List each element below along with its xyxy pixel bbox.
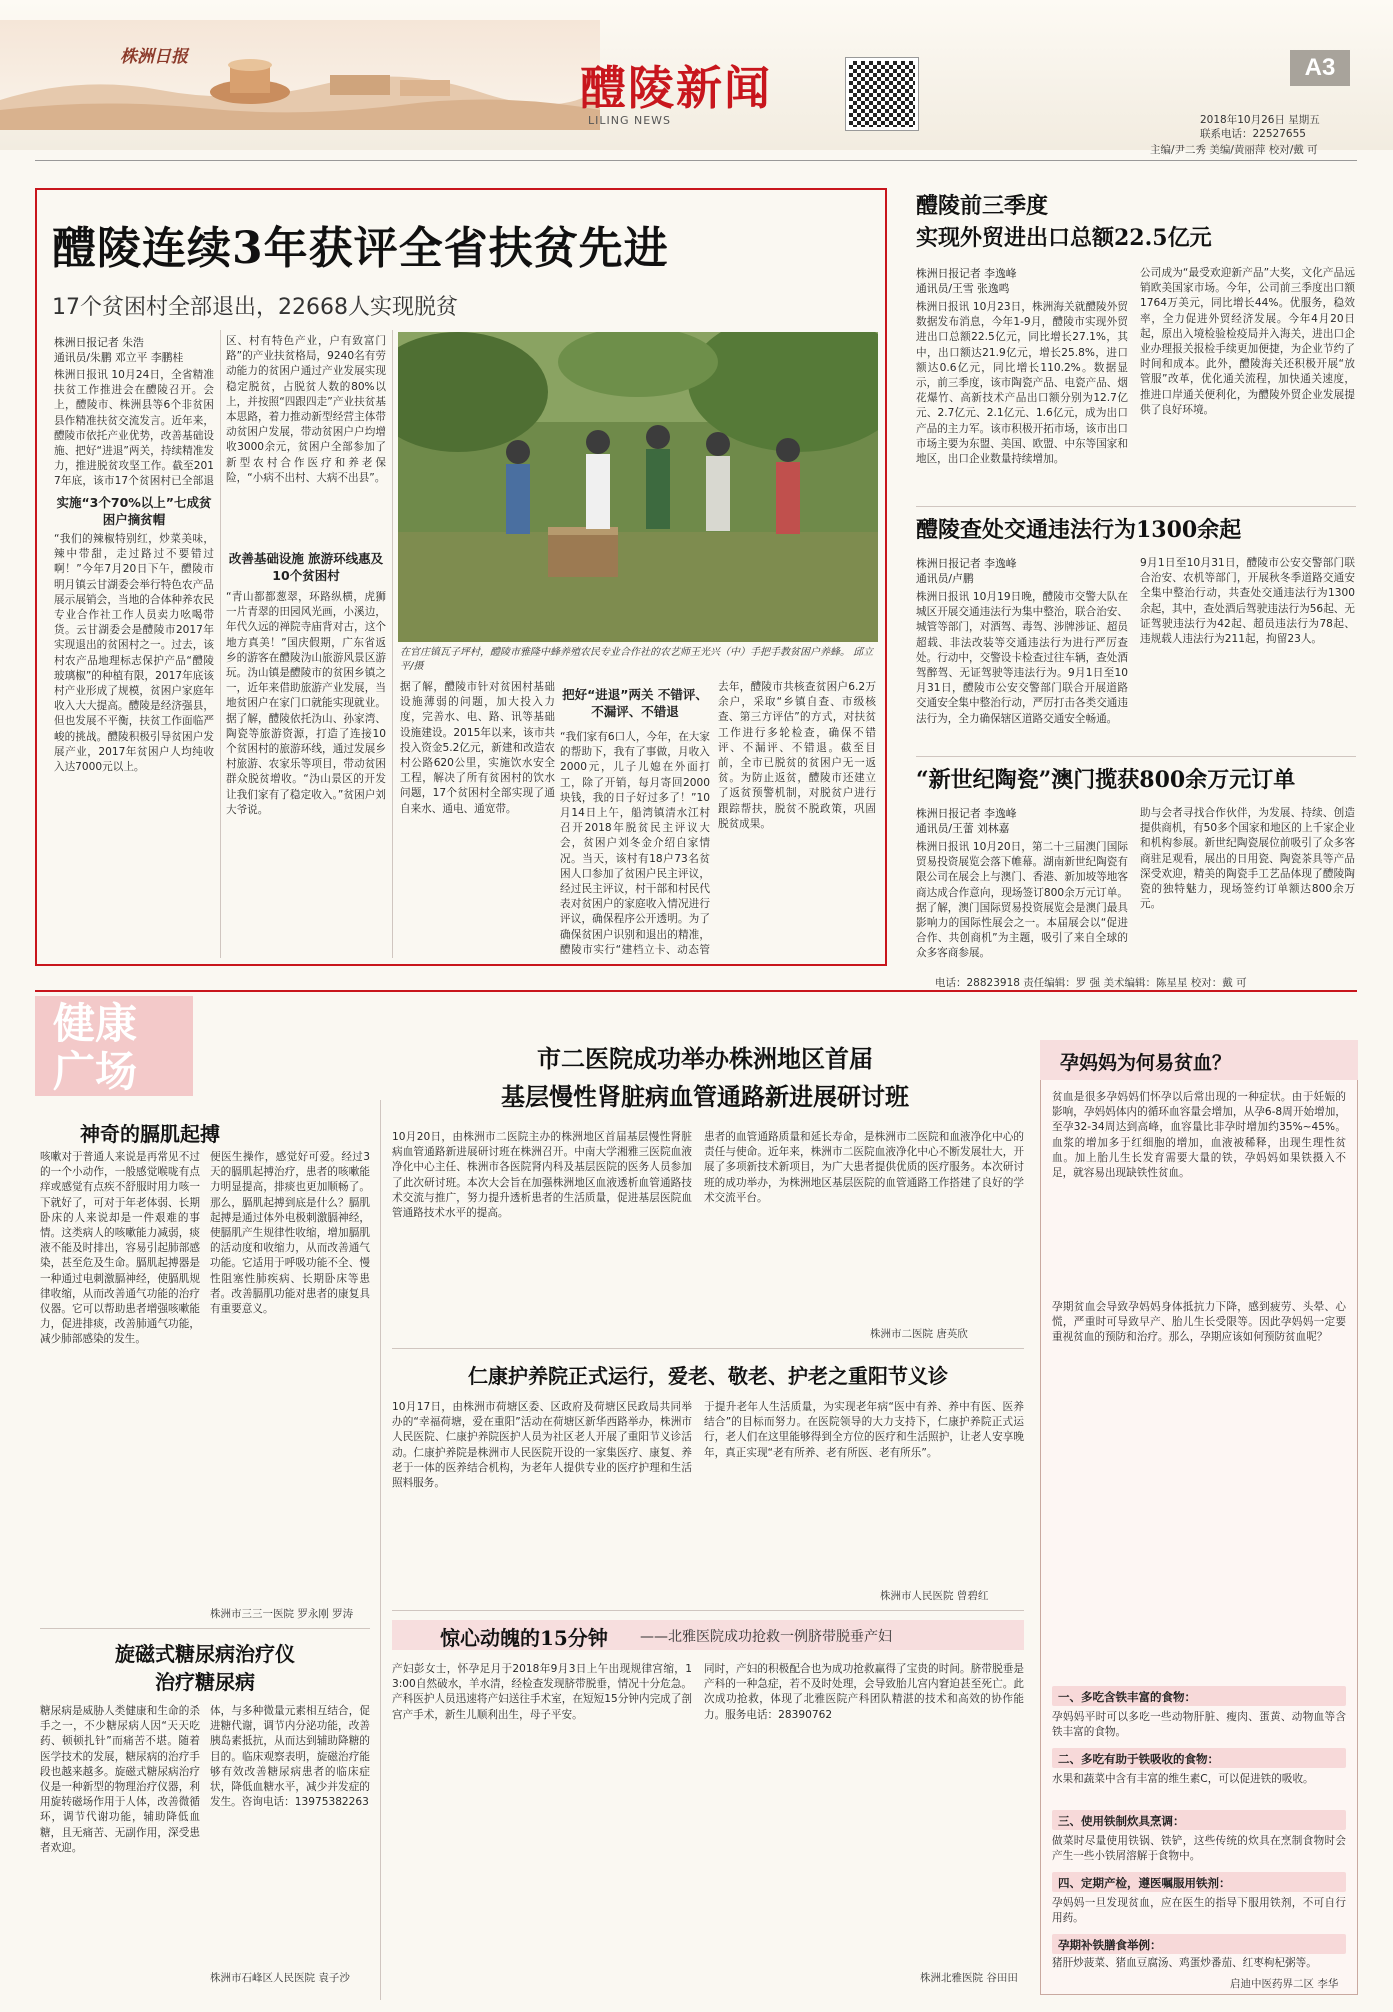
tip-4-label: 四、定期产检，遵医嘱服用铁剂： <box>1058 1876 1231 1890</box>
health-article-2-text: 糖尿病是威胁人类健康和生命的杀手之一，不少糖尿病人因“天天吃药、顿顿扎针”而痛苦不堪。随着医学技术的发展，糖尿病的治疗手段也越来越多。旋磁式糖尿病治疗仪是一种新型的物理治疗仪器，利用旋转磁场作用于人体，改善微循环，调节代谢功能，辅助降低血糖，且无痛苦、无副作用，深受患者欢迎。 <box>40 1705 200 1854</box>
right-article-1-text: 株洲日报讯 10月23日，株洲海关就醴陵外贸数据发布消息，今年1-9月，醴陵市实现外贸进出口总额22.5亿元，同比增长27.1%，其中，出口额达21.9亿元，增长25.8%，进口额达0.6亿元，同比增长110.2%。数据显示，前三季度，该市陶瓷产品、电瓷产品、烟花爆竹、高新技术产品出口额分别为12.7亿元、2.7亿元、2.1亿元、1.6亿元，成为出口产品的主力军。该市积极开拓市场，该市出口市场主要为东盟、美国、欧盟、中东等国家和地区，出口企业数量持续增加。 <box>916 301 1128 466</box>
health-sep-mid-1 <box>392 1348 1024 1349</box>
tip-5-label: 孕期补铁膳食举例： <box>1058 1938 1162 1952</box>
lead-col3b-text: “我们家有6口人，今年，在大家的帮助下，我有了事做，月收入2000元，儿子儿媳在外面打工，除了开销，每月寄回2000块钱，我的日子好过多了！”10月14日上午，船湾镇清水江村召开2018年脱贫民主评议大会，贫困户刘冬金介绍自家情况。当天，该村有18户73名贫困人口参加了贫困户民主评议，经过民主评议，村干部和村民代表对贫困户的家庭收入情况进行评议，确保程序公开透明。为了确保贫困户识别和退出的精准，醴陵市实行“建档立卡、动态管 <box>560 731 710 955</box>
lead-subtitle: 17个贫困村全部退出，22668人实现脱贫 <box>52 295 458 320</box>
tip-4-text: 孕妈妈一旦发现贫血，应在医生的指导下服用铁剂，不可自行用药。 <box>1052 1897 1346 1925</box>
health-contact: 电话：28823918 责任编辑：罗 强 美术编辑：陈星星 校对：戴 可 <box>935 977 1247 989</box>
health-article-6-author: 启迪中医药界二区 李华 <box>1230 1978 1339 1990</box>
health-article-3-author: 株洲市二医院 唐英欣 <box>870 1328 968 1340</box>
health-article-6-text: 贫血是很多孕妈妈们怀孕以后常出现的一种症状。由于妊娠的影响，孕妈妈体内的循环血容量会增加，从孕6-8周开始增加，至孕32-34周达到高峰，血容量比非孕时增加约35%~45%。血浆的增加多于红细胞的增加，血液被稀释，出现生理性贫血。加上胎儿生长发育需要大量的铁，孕妈妈如果铁摄入不足，就容易出现缺铁性贫血。 <box>1052 1091 1346 1180</box>
lead-col2-subhead: 改善基础设施 旅游环线惠及10个贫困村 <box>228 551 384 583</box>
lead-photo-caption: 在官庄镇瓦子坪村，醴陵市雅隆中蜂养殖农民专业合作社的农艺师王光兴（中）手把手教贫困户养蜂。 邱立平/摄 <box>400 647 874 672</box>
right-article-2-text2: 9月1日至10月31日，醴陵市公安交警部门联合治安、农机等部门，开展秋冬季道路交通安全集中整治行动，共查处交通违法行为1300余起，其中，查处酒后驾驶违法行为56起、无证驾驶违法行为42起、超员违法行为78起、违规载人违法行为211起，拘留23人。 <box>1140 557 1355 646</box>
issue-date: 2018年10月26日 星期五 <box>1200 114 1320 126</box>
health-article-4-author: 株洲市人民医院 曾碧红 <box>880 1590 989 1602</box>
lead-col1-subhead: 实施“3个70%以上”七成贫困户摘贫帽 <box>56 495 212 527</box>
tip-1-bar <box>1052 1686 1346 1706</box>
health-section-label <box>35 996 193 1096</box>
health-article-6-text2: 孕期贫血会导致孕妈妈身体抵抗力下降，感到疲劳、头晕、心慌，严重时可导致早产、胎儿生长受限等。因此孕妈妈一定要重视贫血的预防和治疗。那么，孕期应该如何预防贫血呢？ <box>1052 1301 1346 1344</box>
section-title: 醴陵新闻 <box>580 61 772 115</box>
health-article-5-text: 产妇彭女士，怀孕足月于2018年9月3日上午出现规律宫缩，13:00自然破水，羊水清，经检查发现脐带脱垂，情况十分危急。产科医护人员迅速将产妇送往手术室，在短短15分钟内完成了剖宫产手术，新生儿顺利出生，母子平安。 <box>392 1663 692 1721</box>
health-col-divider-1 <box>380 1100 381 2000</box>
lead-col2b-text: “青山都都葱翠，环路纵横，虎狮一片青翠的田园风光画，小溪边，年代久远的禅院寺庙背对古，这个地方真美！”国庆假期，广东省返乡的游客在醴陵沩山旅游风景区游玩。沩山镇是醴陵市的贫困乡镇之一，近年来借助旅游产业发展，当地贫困户在家门口就能实现就业。据了解，醴陵依托沩山、孙家湾、陶瓷等旅游资源，打造了连接10个贫困村的旅游环线，通过发展乡村旅游、农家乐等项目，带动贫困群众脱贫增收。“沩山景区的开发让我们家有了稳定收入。”贫困户刘大爷说。 <box>226 591 386 816</box>
health-article-4-title: 仁康护养院正式运行，爱老、敬老、护老之重阳节义诊 <box>468 1364 948 1388</box>
health-article-3-text: 10月20日，由株洲市二医院主办的株洲地区首届基层慢性肾脏病血管通路新进展研讨班在株洲召开。中南大学湘雅三医院血液净化中心主任、株洲市各医院肾内科及基层医院的医务人员参加了此次研讨班。本次大会旨在加强株洲地区血液透析血管通路技术交流与推广，努力提升透析患者的生活质量，促进基层医院血管通路技术水平的提高。 <box>392 1131 692 1220</box>
tip-5-text: 猪肝炒菠菜、猪血豆腐汤、鸡蛋炒番茄、红枣枸杞粥等。 <box>1052 1957 1317 1969</box>
health-article-2-text2: 体，与多种微量元素相互结合，促进糖代谢，调节内分泌功能，改善胰岛素抵抗，从而达到辅助降糖的目的。临床观察表明，旋磁治疗能够有效改善糖尿病患者的临床症状，降低血糖水平，减少并发症的发生。咨询电话：13975382263 <box>210 1705 370 1809</box>
lead-byline-2: 通讯员/朱鹏 邓立平 李鹏桂 <box>54 351 184 364</box>
health-article-2-author: 株洲市石峰区人民医院 袁子沙 <box>210 1972 350 1984</box>
lead-col4-text: 去年，醴陵市共核查贫困户6.2万余户，采取“乡镇自查、市级核查、第三方评估”的方式，对扶贫工作进行多轮检查，确保不错评、不漏评、不错退。截至目前，全市已脱贫的贫困户无一返贫。为防止返贫，醴陵市还建立了返贫预警机制，对脱贫户进行跟踪帮扶，脱贫不脱政策，巩固脱贫成果。 <box>718 681 876 830</box>
tip-3-text: 做菜时尽量使用铁锅、铁铲，这些传统的炊具在烹制食物时会产生一些小铁屑溶解于食物中。 <box>1052 1835 1346 1863</box>
tip-1-label: 一、多吃含铁丰富的食物： <box>1058 1690 1196 1704</box>
health-article-1-title: 神奇的膈肌起搏 <box>80 1122 220 1146</box>
right-article-1-byline: 株洲日报记者 李逸峰 通讯员/王雪 张逸鸣 <box>916 267 1017 295</box>
health-section-label-text: 健康广场 <box>53 999 138 1096</box>
lead-col-sep-2 <box>392 330 393 958</box>
lead-title: 醴陵连续3年获评全省扶贫先进 <box>52 223 669 274</box>
tip-2-text: 水果和蔬菜中含有丰富的维生素C，可以促进铁的吸收。 <box>1052 1773 1314 1785</box>
health-article-5-subtitle: ——北雅医院成功抢救一例脐带脱垂产妇 <box>640 1629 892 1645</box>
lead-col2-text: 区、村有特色产业，户有致富门路”的产业扶贫格局，9240名有劳动能力的贫困户通过产业发展实现稳定脱贫，占脱贫人数的80%以上，并按照“四跟四走”产业扶贫基本思路，着力推动新型经营主体带动贫困户发展，带动贫困户户均增收3000余元，贫困户全部参加了新型农村合作医疗和养老保险，“小病不出村、大病不出县”。 <box>226 335 386 484</box>
tip-5-bar <box>1052 1934 1346 1954</box>
health-article-5-title: 惊心动魄的15分钟 <box>440 1626 608 1650</box>
health-article-1-text2: 便医生操作，感觉好可爱。经过3天的膈肌起搏治疗，患者的咳嗽能力明显提高，排痰也更加顺畅了。那么，膈肌起搏到底是什么？膈肌起搏是通过体外电极刺激膈神经，使膈肌产生规律性收缩，增加膈肌的活动度和收缩力，从而改善通气功能。它适用于呼吸功能不全、慢性阻塞性肺疾病、长期卧床等患者。改善膈肌功能对患者的康复具有重要意义。 <box>210 1151 370 1316</box>
tip-2-label: 二、多吃有助于铁吸收的食物： <box>1058 1752 1219 1766</box>
page-number: A3 <box>1304 54 1336 81</box>
lead-col3-subhead: 把好“进退”两关 不错评、不漏评、不错退 <box>562 687 708 719</box>
right-sep-2 <box>916 756 1356 757</box>
landscape-image <box>0 20 600 130</box>
tip-1-text: 孕妈妈平时可以多吃一些动物肝脏、瘦肉、蛋黄、动物血等含铁丰富的食物。 <box>1052 1711 1346 1739</box>
right-sep-1 <box>916 506 1356 507</box>
health-article-2-title: 旋磁式糖尿病治疗仪 治疗糖尿病 <box>115 1642 295 1694</box>
right-article-1-title: 醴陵前三季度 实现外贸进出口总额22.5亿元 <box>916 193 1212 251</box>
lead-col-sep-1 <box>220 330 221 958</box>
health-article-5-author: 株洲北雅医院 谷田田 <box>920 1972 1018 1984</box>
masthead-landscape <box>0 20 600 130</box>
health-top-rule <box>35 990 1357 992</box>
lead-byline-1: 株洲日报记者 朱浩 <box>54 336 144 349</box>
health-article-3-text2: 患者的血管通路质量和延长寿命，是株洲市二医院和血液净化中心的责任与使命。近年来，株洲市二医院血液净化中心不断发展壮大，开展了多项新技术新项目，为广大患者提供优质的医疗服务。本次研讨班的成功举办，为株洲地区基层医院的血管通路工作搭建了良好的学术交流平台。 <box>704 1131 1024 1204</box>
hotline: 联系电话：22527655 <box>1200 128 1306 140</box>
right-article-2-byline: 株洲日报记者 李逸峰 通讯员/卢鹏 <box>916 557 1017 585</box>
lead-col1-text: 株洲日报讯 10月24日，全省精准扶贫工作推进会在醴陵召开。会上，醴陵市、株洲县等6个非贫困县作精准扶贫交流发言。近年来，醴陵市依托产业优势，改善基础设施、把好“进退”两关，持续精准发力，推进脱贫攻坚工作。截至2017年底，该市17个贫困村已全部退 <box>54 369 214 488</box>
health-article-6-title: 孕妈妈为何易贫血？ <box>1060 1052 1232 1074</box>
health-article-1-text: 咳嗽对于普通人来说是再常见不过的一个小动作，一般感觉喉咙有点痒或感觉有点疾不舒服时用力咳一下就好了，可对于年老体弱、长期卧床的人来说却是一件艰难的事情。这类病人的咳嗽能力减弱，痰液不能及时排出，容易引起肺部感染，甚至危及生命。膈肌起搏器是一种通过电刺激膈神经，使膈肌规律收缩，从而改善通气功能的治疗仪器。它可以帮助患者增强咳嗽能力，促进排痰，改善肺通气功能，减少肺部感染的发生。 <box>40 1151 200 1346</box>
health-article-4-text2: 于提升老年人生活质量，为实现老年病“医中有养、养中有医、医养结合”的目标而努力。在医院领导的大力支持下，仁康护养院正式运行，老人们在这里能够得到全方位的医疗和生活照护，让老人安享晚年，真正实现“老有所养、老有所医、老有所乐”。 <box>704 1401 1024 1459</box>
tip-4-bar <box>1052 1872 1346 1892</box>
health-article-5-text2: 同时，产妇的积极配合也为成功抢救赢得了宝贵的时间。脐带脱垂是产科的一种急症，若不及时处理，会导致胎儿宫内窘迫甚至死亡。此次成功抢救，体现了北雅医院产科团队精湛的技术和高效的协作能力。服务电话：28390762 <box>704 1663 1024 1721</box>
health-article-4-text: 10月17日，由株洲市荷塘区委、区政府及荷塘区民政局共同举办的“幸福荷塘，爱在重阳”活动在荷塘区新华西路举办，株洲市人民医院、仁康护养院医护人员为社区老人开展了重阳节义诊活动。仁康护养院是株洲市人民医院开设的一家集医疗、康复、养老于一体的医养结合机构，为老年人提供专业的医疗护理和生活照料服务。 <box>392 1401 692 1490</box>
page-number-badge <box>1290 50 1350 86</box>
right-article-2-text: 株洲日报讯 10月19日晚，醴陵市交警大队在城区开展交通违法行为集中整治，联合治安、城管等部门，对酒驾、毒驾、涉牌涉证、超员超载、非法改装等交通违法行为进行严厉查处。行动中，交警设卡检查过往车辆，查处酒驾醉驾、无证驾驶等违法行为。9月1日至10月31日，醴陵市公安交警部门联合开展道路交通安全集中整治行动，严厉打击各类交通违法行为，全力确保辖区道路交通安全畅通。 <box>916 591 1128 725</box>
health-article-1-author: 株洲市三三一医院 罗永刚 罗涛 <box>210 1608 354 1620</box>
newspaper-logo: 株洲日报 <box>120 47 188 67</box>
editor-credits: 主编/尹二秀 美编/黄丽萍 校对/戴 可 <box>1150 144 1318 156</box>
tip-3-label: 三、使用铁制炊具烹调： <box>1058 1814 1185 1828</box>
right-article-1-text2: 公司成为“最受欢迎新产品”大奖，文化产品远销欧美国家市场。今年，公司前三季度出口额1764万美元，同比增长44%。优服务，稳效率，全力促进外贸经济发展。今年4月20日起，原出入境检验检疫局并入海关，进出口企业办理报关报检手续更加便捷，为企业节约了时间和成本。此外，醴陵海关还积极开展“放管服”改革，优化通关流程，加快通关速度，推进口岸通关便利化，为醴陵外贸企业发展提供了良好环境。 <box>1140 267 1355 416</box>
lead-col3-text: 据了解，醴陵市针对贫困村基础设施薄弱的问题，加大投入力度，完善水、电、路、讯等基础设施建设。2015年以来，该市共投入资金5.2亿元，新建和改造农村公路620公里，实施饮水安全工程，解决了所有贫困村的饮水问题，17个贫困村全部实现了通自来水、通电、通宽带。 <box>400 681 555 815</box>
right-article-2-title: 醴陵查处交通违法行为1300余起 <box>916 517 1242 543</box>
health-sep-left-1 <box>40 1628 370 1629</box>
lead-col1b-text: “我们的辣椒特别红，炒菜美味，辣中带甜，走过路过不要错过啊！”今年7月20日下午，醴陵市明月镇云甘湖委会举行特色农产品展示展销会，当地的合体种养农民专业合作社工作人员卖力吆喝带货。云甘湖委会是醴陵市2017年实现退出的贫困村之一。过去，该村农产品地理标志保护产品“醴陵玻璃椒”的种植有限，2017年底该村产业形成了规模，贫困户家庭年收入大大提高。醴陵是经济强县，但也发展不平衡，扶贫工作面临严峻的挑战。醴陵积极引导贫困户发展产业，2017年贫困户人均纯收入达7000元以上。 <box>54 533 214 774</box>
tip-3-bar <box>1052 1810 1346 1830</box>
right-article-3-text2: 助与会者寻找合作伙伴，为发展、持续、创造提供商机，有50多个国家和地区的上千家企业和机构参展。新世纪陶瓷展位前吸引了众多客商驻足观看，展出的日用瓷、陶瓷茶具等产品深受欢迎，精美的陶瓷手工艺品体现了醴陵陶瓷的独特魅力，现场签约订单额达800余万元。 <box>1140 807 1355 911</box>
tip-2-bar <box>1052 1748 1346 1768</box>
masthead-rule <box>35 160 1357 161</box>
qr-code <box>846 58 918 130</box>
health-article-3-title: 市二医院成功举办株洲地区首届 基层慢性肾脏病血管通路新进展研讨班 <box>501 1044 909 1111</box>
lead-photo <box>398 332 878 642</box>
health-sep-mid-2 <box>392 1610 1024 1611</box>
right-article-3-title: “新世纪陶瓷”澳门揽获800余万元订单 <box>916 767 1296 793</box>
section-title-en: LILING NEWS <box>588 114 672 127</box>
right-article-3-text: 株洲日报讯 10月20日，第二十三届澳门国际贸易投资展览会落下帷幕。湖南新世纪陶瓷有限公司在展会上与澳门、香港、新加坡等地客商达成合作意向，现场签订800余万元订单。据了解，澳门国际贸易投资展览会是澳门最具影响力的国际性展会之一。本届展会以“促进合作、共创商机”为主题，吸引了来自全球的众多客商参展。 <box>916 841 1128 960</box>
beekeeping-photo <box>398 332 878 642</box>
right-article-3-byline: 株洲日报记者 李逸峰 通讯员/王蕾 刘林嘉 <box>916 807 1017 835</box>
